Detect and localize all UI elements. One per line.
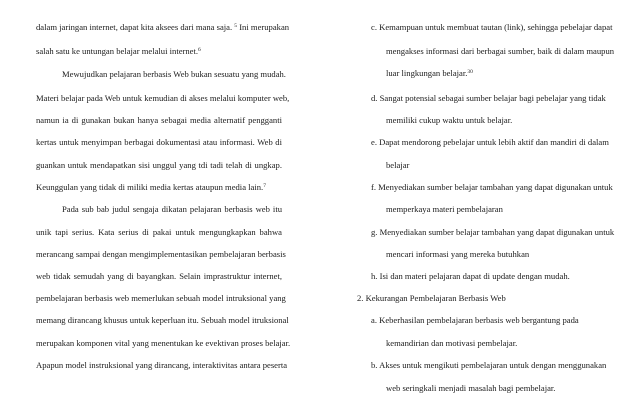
body-line: Apapun model instruksional yang dirancang, interaktivitas antara peserta [36,360,288,370]
list-item: d. Sangat potensial sebagai sumber belajar bagi pebelajar yang tidak [371,93,606,103]
list-item-cont: mengakses informasi dari berbagai sumber, baik di dalam maupun [386,46,615,56]
list-item: g. Menyediakan sumber belajar tambahan yang dapat digunakan untuk [371,227,615,237]
body-line: web tidak semudah yang di bayangkan. Selain imprastruktur internet, [36,271,282,281]
body-line: namun ia di gunakan bukan hanya sebagai media alternatif pengganti [36,115,282,125]
body-line: Pada sub bab judul sengaja dikatan pelajaran berbasis web itu [62,204,282,214]
body-line: kertas untuk menyimpan berbagai dokumentasi atau informasi. Web di [36,137,282,147]
list-item: c. Kemampuan untuk membuat tautan (link), sehingga pebelajar dapat [371,22,613,32]
body-line: Materi belajar pada Web untuk kemudian di akses melalui komputer web, [36,93,290,103]
body-line: merupakan komponen vital yang menentukan ke evektivan proses belajar. [36,338,291,348]
list-item: a. Keberhasilan pembelajaran berbasis web bergantung pada [371,315,579,325]
list-item-cont: kemandirian dan motivasi pembelajar. [386,338,518,348]
list-item: h. Isi dan materi pelajaran dapat di update dengan mudah. [371,271,570,281]
list-item: e. Dapat mendorong pebelajar untuk lebih aktif dan mandiri di dalam [371,137,609,147]
list-item: b. Akses untuk mengikuti pembelajaran untuk dengan menggunakan [371,360,607,370]
body-line: guankan untuk mendapatkan sisi unggul yang tdi tadi telah di ungkap. [36,160,282,170]
body-line: Keunggulan yang tidak di miliki media kertas ataupun media lain.$^7$ [36,182,266,192]
list-item: f. Menyediakan sumber belajar tambahan yang dapat digunakan untuk [371,182,613,192]
body-line: unik tapi serius. Kata serius di pakai untuk mengungkapkan bahwa [36,227,282,237]
body-line: merancang sampai dengan mengimplementasikan pembelajaran berbasis [36,249,286,259]
section-heading: 2. Kekurangan Pembelajaran Berbasis Web [357,293,506,303]
body-line: dalam jaringan internet, dapat kita aksees dari mana saja. $^5$ Ini merupakan [36,22,290,32]
list-item-cont: mencari informasi yang mereka butuhkan [386,249,530,259]
list-item-cont: web seringkali menjadi masalah bagi pembelajar. [386,383,556,393]
body-line: salah satu ke untungan belajar melalui internet.$^6$ [36,46,201,56]
body-line: Mewujudkan pelajaran berbasis Web bukan sesuatu yang mudah. [62,69,286,79]
body-line: pembelajaran berbasis web memerlukan sebuah model intruksional yang [36,293,286,303]
list-item-cont: memiliki cukup waktu untuk belajar. [386,115,513,125]
body-line: memang dirancang khusus untuk keperluan itu. Sebuah model itruksional [36,315,289,325]
list-item-cont: memperkaya materi pembelajaran [386,204,503,214]
list-item-cont: belajar [386,160,410,170]
list-item-cont: luar lingkungan belajar.$^{30}$ [386,68,473,78]
